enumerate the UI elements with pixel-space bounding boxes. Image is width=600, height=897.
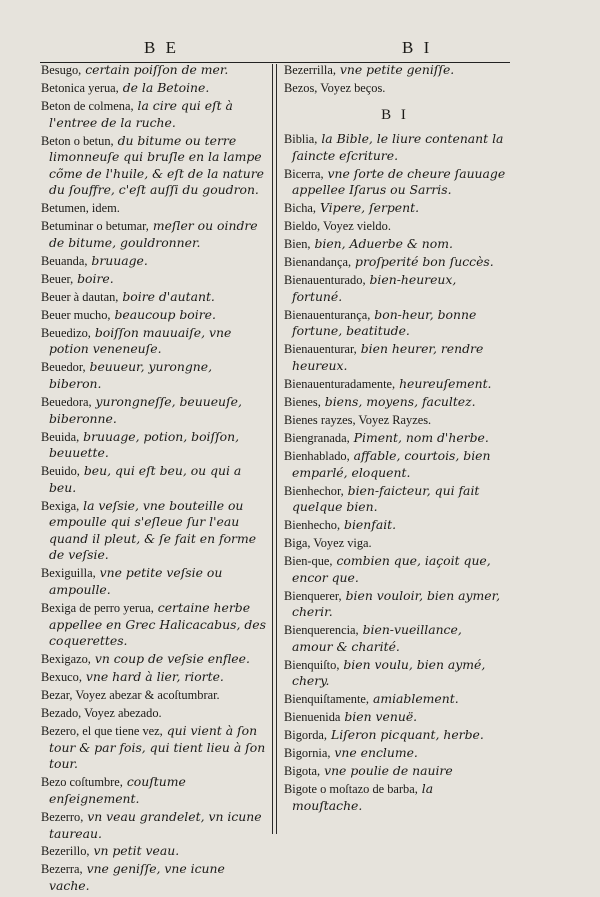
entry-definition: Piment, nom d'herbe. bbox=[349, 429, 489, 445]
entry-definition: bien vouloir, bien aymer, cherir. bbox=[292, 587, 501, 620]
entry-definition: bienfait. bbox=[340, 517, 397, 533]
entry-headword: Biengranada, bbox=[284, 430, 350, 445]
dictionary-entry bbox=[284, 254, 506, 271]
entry-definition: bruuage, potion, boiſſon, beuuette. bbox=[49, 428, 240, 461]
entry-headword: Besugo, bbox=[41, 63, 82, 77]
entry-definition: la mouſtache. bbox=[292, 781, 434, 813]
dictionary-entry bbox=[41, 394, 266, 427]
entry-definition: bien voulu, bien aymé, chery. bbox=[292, 656, 486, 689]
dictionary-entry bbox=[284, 394, 506, 411]
entry-headword: Beuedizo, bbox=[41, 325, 91, 340]
entry-definition: combien que, iaçoit que, encor que. bbox=[292, 553, 491, 585]
entry-definition: bien-heureux, fortuné. bbox=[292, 272, 457, 304]
entry-headword: Bicerra, bbox=[284, 166, 324, 181]
entry-headword: Bigorda, bbox=[284, 728, 328, 743]
entry-definition: vne petite geniſſe. bbox=[335, 62, 455, 77]
dictionary-entry bbox=[41, 565, 266, 598]
dictionary-entry bbox=[284, 483, 506, 516]
entry-definition: vn veau grandelet, vn icune taureau. bbox=[49, 808, 262, 841]
dictionary-entry bbox=[41, 289, 266, 306]
dictionary-entry bbox=[41, 429, 266, 462]
dictionary-entry bbox=[41, 861, 266, 894]
dictionary-entry bbox=[41, 705, 266, 722]
entry-definition: du bitume ou terre limonneuſe qui bruſle en la lampe cõme de l'huile, & eſt de la nature du ſouffre, c'eſt auſſi du goudron. bbox=[49, 132, 264, 198]
dictionary-entry bbox=[41, 218, 266, 251]
entry-headword: Bexuco, bbox=[41, 670, 82, 685]
entry-definition: bien, Aduerbe & nom. bbox=[310, 236, 453, 252]
entry-headword: Bigornia, bbox=[284, 746, 331, 761]
entry-headword: Bezerro, bbox=[41, 809, 84, 824]
entry-definition: proſperité bon ſuccès. bbox=[351, 254, 494, 270]
dictionary-entry bbox=[41, 359, 266, 392]
entry-headword: Bienquiſto, bbox=[284, 657, 340, 672]
dictionary-entry bbox=[284, 535, 506, 552]
entry-definition: boire. bbox=[73, 270, 114, 286]
entry-definition: vne petite veſsie ou ampoulle. bbox=[49, 565, 223, 598]
entry-headword: Beuer, bbox=[41, 271, 74, 286]
dictionary-entry bbox=[284, 709, 506, 726]
entry-definition: biens, moyens, facultez. bbox=[320, 393, 476, 409]
dictionary-entry bbox=[41, 325, 266, 358]
dictionary-entry bbox=[284, 588, 506, 621]
dictionary-entry bbox=[284, 131, 506, 164]
entry-headword: Betumen, idem. bbox=[41, 201, 120, 216]
entry-definition: bien heurer, rendre heureux. bbox=[292, 341, 484, 374]
dictionary-entry bbox=[284, 430, 506, 447]
dictionary-entry bbox=[284, 62, 506, 79]
entry-definition: vne poulie de nauire bbox=[320, 763, 453, 779]
dictionary-entry bbox=[284, 781, 506, 814]
dictionary-entry bbox=[41, 62, 266, 79]
entry-definition: qui vient à ſon tour & par fois, qui tient lieu à ſon tour. bbox=[49, 723, 266, 772]
dictionary-entry bbox=[284, 218, 506, 235]
dictionary-entry bbox=[41, 98, 266, 131]
dictionary-entry bbox=[284, 307, 506, 340]
entry-headword: Bexiga de perro yerua, bbox=[41, 601, 154, 616]
entry-definition: la Bible, le liure contenant la ſaincte eſcriture. bbox=[292, 131, 504, 163]
entry-headword: Beuer mucho, bbox=[41, 307, 111, 322]
entry-headword: Bienhechor, bbox=[284, 483, 344, 498]
entry-definition: la cire qui eſt à l'entree de la ruche. bbox=[49, 97, 233, 130]
entry-definition: heureuſement. bbox=[395, 376, 492, 391]
entry-headword: Bienes rayzes, Voyez Rayzes. bbox=[284, 412, 432, 427]
dictionary-entry bbox=[284, 763, 506, 780]
header-left: B E bbox=[144, 38, 179, 57]
section-title: B I bbox=[381, 106, 409, 123]
entry-definition: Liſeron picquant, herbe. bbox=[327, 727, 484, 743]
entry-headword: Bienauenturado, bbox=[284, 273, 366, 288]
entry-headword: Biblia, bbox=[284, 132, 318, 147]
entry-headword: Bienquiſtamente, bbox=[284, 692, 369, 707]
entry-definition: yurongneſſe, beuueuſe, biberonne. bbox=[49, 393, 242, 426]
entry-definition: vn petit veau. bbox=[89, 843, 180, 859]
dictionary-entry bbox=[41, 463, 266, 496]
dictionary-entry bbox=[284, 341, 506, 374]
entry-headword: Bienauenturadamente, bbox=[284, 377, 396, 391]
entry-headword: Bezero, el que tiene vez, bbox=[41, 724, 163, 739]
entry-definition: vne geniſſe, vne icune vache. bbox=[49, 861, 225, 894]
entry-definition: beuueur, yurongne, biberon. bbox=[49, 359, 213, 391]
dictionary-entry bbox=[284, 412, 506, 429]
entry-definition: vne enclume. bbox=[330, 745, 418, 761]
entry-headword: Beuanda, bbox=[41, 253, 88, 268]
entry-definition: vne hard à lier, riorte. bbox=[81, 669, 224, 685]
dictionary-entry bbox=[41, 200, 266, 217]
dictionary-entry bbox=[284, 236, 506, 253]
entry-definition: bien venuë. bbox=[340, 709, 418, 725]
entry-headword: Betuminar o betumar, bbox=[41, 219, 149, 234]
dictionary-entry bbox=[284, 376, 506, 393]
dictionary-entry bbox=[284, 166, 506, 199]
entry-headword: Bexiga, bbox=[41, 498, 80, 513]
column-divider-second bbox=[276, 64, 277, 834]
entry-definition: bien-vueillance, amour & charité. bbox=[292, 622, 462, 654]
entry-definition: la veſsie, vne bouteille ou empoulle qui s'eſleue ſur l'eau quand il pleut, & ſe fait en forme de veſsie. bbox=[49, 497, 257, 563]
dictionary-entry bbox=[41, 651, 266, 668]
entry-headword: Beton o betun, bbox=[41, 133, 114, 148]
entry-headword: Bienhablado, bbox=[284, 448, 350, 463]
entry-headword: Bien, bbox=[284, 237, 311, 252]
dictionary-entry bbox=[41, 843, 266, 860]
column-divider bbox=[272, 64, 273, 834]
entry-headword: Bienauenturar, bbox=[284, 342, 357, 357]
entry-headword: Beuedora, bbox=[41, 394, 92, 409]
entry-headword: Bezo coſtumbre, bbox=[41, 775, 123, 790]
entry-definition: vn coup de veſsie enflee. bbox=[90, 651, 250, 667]
dictionary-entry bbox=[284, 80, 506, 97]
dictionary-entry bbox=[284, 657, 506, 690]
dictionary-entry bbox=[284, 448, 506, 481]
dictionary-entry bbox=[41, 80, 266, 97]
entry-headword: Bexiguilla, bbox=[41, 566, 96, 581]
header-right: B I bbox=[402, 38, 433, 57]
entry-definition: vne ſorte de cheure ſauuage appellee Iſarus ou Sarris. bbox=[292, 165, 506, 198]
entry-headword: Bieldo, Voyez vieldo. bbox=[284, 219, 391, 234]
entry-headword: Bezos, Voyez beços. bbox=[284, 80, 386, 95]
entry-headword: Bienhecho, bbox=[284, 518, 341, 533]
entry-headword: Beuido, bbox=[41, 464, 80, 479]
dictionary-entry bbox=[284, 517, 506, 534]
dictionary-entry bbox=[41, 600, 266, 650]
dictionary-entry bbox=[284, 200, 506, 217]
dictionary-entry bbox=[41, 669, 266, 686]
entry-headword: Beuida, bbox=[41, 429, 80, 444]
right-column bbox=[284, 62, 506, 816]
running-header bbox=[40, 34, 510, 63]
entry-definition: affable, courtois, bien emparlé, eloquent. bbox=[292, 447, 491, 480]
dictionary-entry bbox=[284, 622, 506, 655]
entry-headword: Beton de colmena, bbox=[41, 98, 134, 113]
entry-definition: beaucoup boire. bbox=[110, 306, 216, 322]
entry-headword: Bezerillo, bbox=[41, 844, 90, 859]
entry-headword: Bexigazo, bbox=[41, 652, 91, 667]
entry-headword: Bezar, Voyez abezar & acoſtumbrar. bbox=[41, 688, 220, 703]
entry-definition: bruuage. bbox=[87, 252, 148, 268]
dictionary-entry bbox=[284, 691, 506, 708]
entry-definition: boiſſon mauuaiſe, vne potion veneneuſe. bbox=[49, 324, 232, 357]
entry-definition: boire d'autant. bbox=[118, 288, 215, 304]
dictionary-entry bbox=[41, 774, 266, 807]
entry-headword: Bigota, bbox=[284, 764, 321, 779]
dictionary-entry bbox=[284, 553, 506, 586]
entry-headword: Bezerra, bbox=[41, 862, 83, 877]
entry-definition: bon-heur, bonne fortune, beatitude. bbox=[292, 306, 477, 339]
entry-headword: Bienquerencia, bbox=[284, 623, 359, 638]
dictionary-entry bbox=[284, 272, 506, 305]
entry-headword: Bigote o moſtazo de barba, bbox=[284, 782, 418, 797]
entry-headword: Betonica yerua, bbox=[41, 80, 119, 95]
entry-definition: beu, qui eſt beu, ou qui a beu. bbox=[49, 463, 242, 495]
entry-definition: couſtume enſeignement. bbox=[49, 774, 186, 806]
entry-headword: Beuedor, bbox=[41, 360, 86, 375]
entry-headword: Beuer à dautan, bbox=[41, 289, 119, 304]
entry-definition: bien-faicteur, qui fait quelque bien. bbox=[292, 482, 480, 515]
entry-headword: Bezerrilla, bbox=[284, 63, 336, 77]
entry-headword: Bienandança, bbox=[284, 255, 352, 270]
left-column bbox=[41, 62, 266, 896]
entry-definition: amiablement. bbox=[369, 691, 459, 707]
dictionary-entry bbox=[41, 133, 266, 199]
entry-headword: Bienuenida bbox=[284, 710, 341, 725]
dictionary-entry bbox=[41, 723, 266, 773]
dictionary-entry bbox=[284, 727, 506, 744]
entry-definition: certaine herbe appellee en Grec Halicacabus, des coquerettes. bbox=[49, 600, 266, 649]
dictionary-entry bbox=[41, 809, 266, 842]
right-main-entries bbox=[284, 131, 506, 814]
dictionary-entry bbox=[41, 307, 266, 324]
entry-definition: Vipere, ſerpent. bbox=[316, 200, 420, 216]
entry-headword: Bienquerer, bbox=[284, 588, 342, 603]
dictionary-entry bbox=[284, 745, 506, 762]
entry-headword: Bezado, Voyez abezado. bbox=[41, 706, 162, 721]
entry-headword: Bienauenturança, bbox=[284, 307, 371, 322]
dictionary-entry bbox=[41, 271, 266, 288]
dictionary-entry bbox=[41, 687, 266, 704]
entry-headword: Bien-que, bbox=[284, 554, 333, 569]
dictionary-entry bbox=[41, 498, 266, 564]
right-top-entries bbox=[284, 62, 506, 97]
entry-headword: Bienes, bbox=[284, 394, 321, 409]
entry-definition: certain poiſſon de mer. bbox=[81, 62, 229, 77]
entry-headword: Biga, Voyez viga. bbox=[284, 536, 372, 551]
entry-definition: meſler ou oindre de bitume, gouldronner. bbox=[49, 218, 258, 250]
dictionary-entry bbox=[41, 253, 266, 270]
entry-definition: de la Betoine. bbox=[118, 79, 210, 95]
entry-headword: Bicha, bbox=[284, 201, 316, 216]
